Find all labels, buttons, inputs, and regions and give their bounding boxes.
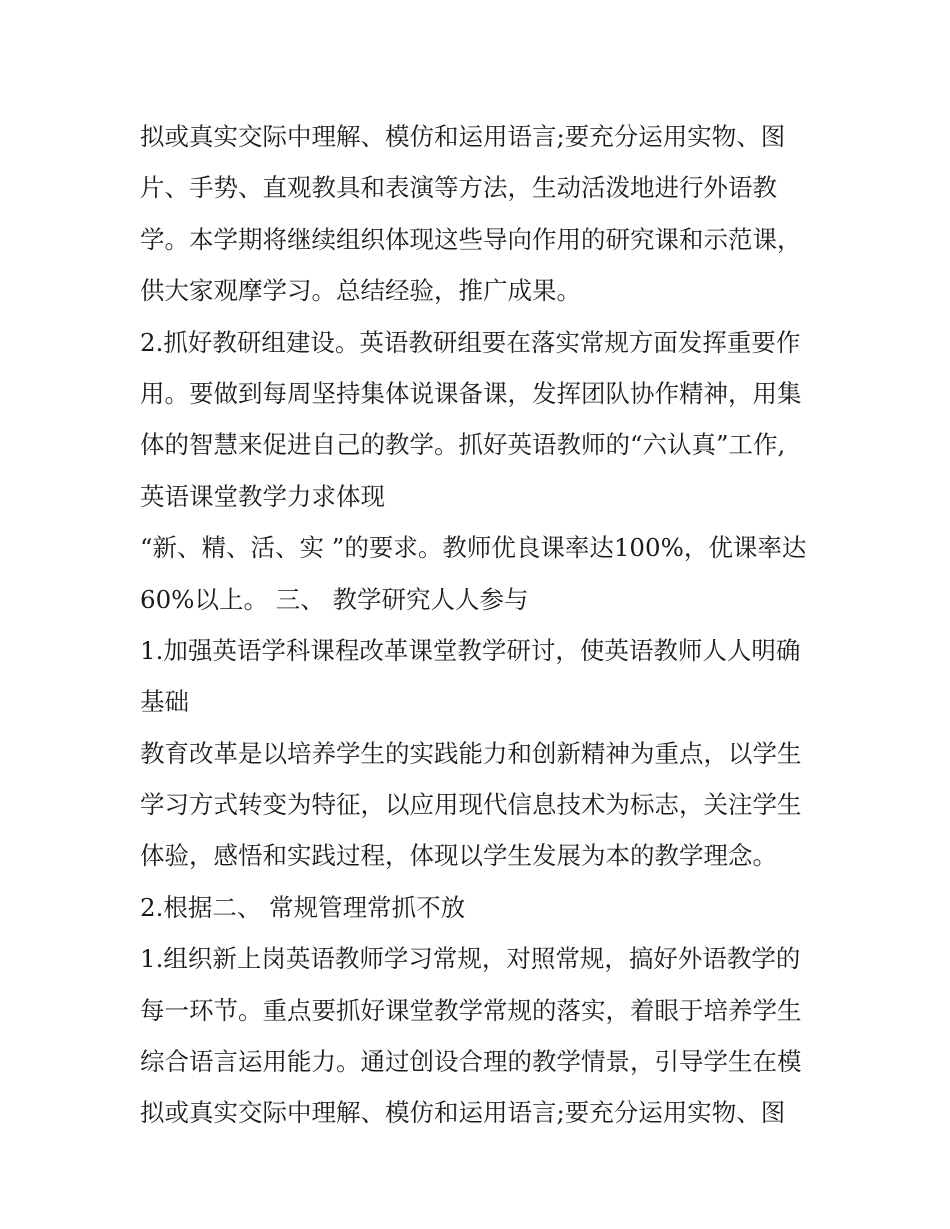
text-line: 用。要做到每周坚持集体说课备课，发挥团队协作精神，用集: [140, 378, 802, 408]
text-line: 拟或真实交际中理解、模仿和运用语言;要充分运用实物、图: [140, 1098, 786, 1128]
text-line: 拟或真实交际中理解、模仿和运用语言;要充分运用实物、图: [140, 122, 786, 151]
text-line: 1.加强英语学科课程改革课堂教学研讨，使英语教师人人明确: [140, 635, 801, 665]
text-line: 1.组织新上岗英语教师学习常规，对照常规，搞好外语教学的: [140, 944, 801, 974]
text-line: 供大家观摩学习。总结经验，推广成果。: [140, 276, 581, 306]
text-line: 体验，感悟和实践过程，体现以学生发展为本的教学理念。: [140, 841, 777, 871]
text-line: 基础: [140, 687, 189, 717]
text-line: 英语课堂教学力求体现: [140, 481, 385, 511]
text-line: 学。本学期将继续组织体现这些导向作用的研究课和示范课，: [140, 224, 802, 254]
text-line: 学习方式转变为特征，以应用现代信息技术为标志，关注学生: [140, 790, 802, 820]
text-line: 2.抓好教研组建设。英语教研组要在落实常规方面发挥重要作: [140, 327, 801, 357]
text-line: 综合语言运用能力。通过创设合理的教学情景，引导学生在模: [140, 1047, 802, 1077]
text-line: 片、手势、直观教具和表演等方法，生动活泼地进行外语教: [140, 173, 777, 203]
text-line: 每一环节。重点要抓好课堂教学常规的落实，着眼于培养学生: [140, 995, 802, 1025]
text-line: “新、精、活、实 ”的要求。教师优良课率达100%，优课率达: [140, 533, 807, 563]
text-line: 2.根据二、 常规管理常抓不放: [140, 892, 466, 922]
text-line: 教育改革是以培养学生的实践能力和创新精神为重点，以学生: [140, 738, 802, 768]
body-text: [140, 111, 830, 1139]
text-line: 体的智慧来促进自己的教学。抓好英语教师的“六认真”工作,: [140, 430, 786, 460]
text-line: 60%以上。 三、 教学研究人人参与: [140, 584, 529, 614]
